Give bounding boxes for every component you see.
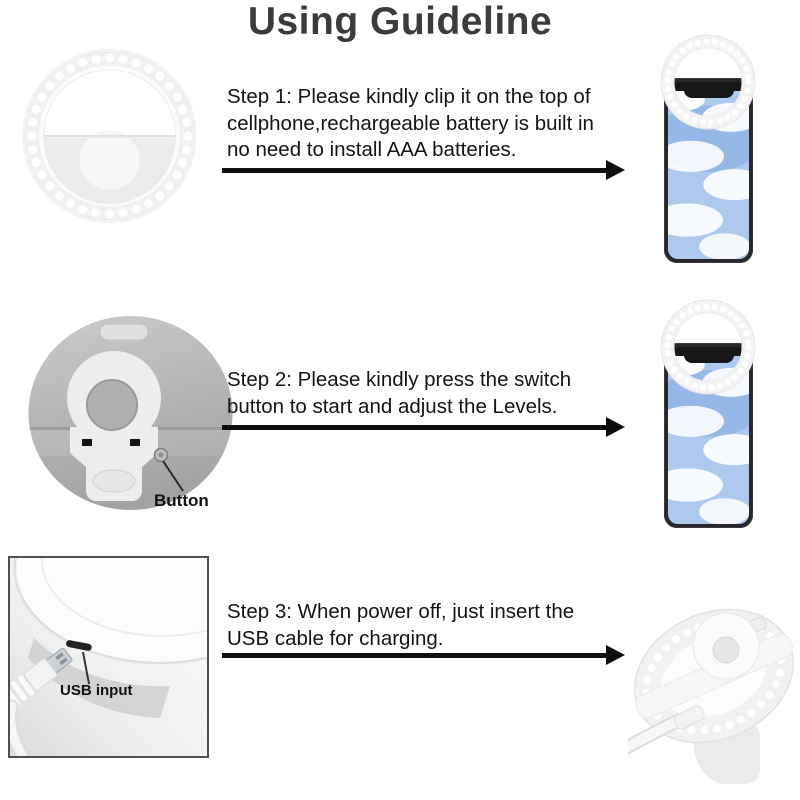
usb-input-callout-label: USB input (60, 682, 133, 699)
phone-with-ring-light-illustration (660, 299, 756, 528)
step-3-line-2: USB cable for charging. (227, 626, 444, 650)
arrow-right-icon (222, 425, 606, 430)
step-1-text (227, 84, 594, 164)
step-1-line-2: cellphone,rechargeable battery is built in (227, 111, 594, 135)
arrow-right-icon (222, 653, 606, 658)
arrow-right-icon (222, 168, 606, 173)
step-2-line-2: button to start and adjust the Levels. (227, 394, 558, 418)
step-2-text (227, 367, 571, 420)
phone-with-ring-light-illustration (660, 34, 756, 263)
step-3-line-1: Step 3: When power off, just insert the (227, 600, 575, 623)
step-1-line-3: no need to install AAA batteries. (227, 138, 517, 161)
step-2-line-1: Step 2: Please kindly press the switch (227, 368, 572, 391)
ring-light-back-icon (28, 315, 233, 511)
ring-light-with-cable-illustration (628, 572, 800, 800)
page-title: Using Guideline (247, 0, 553, 43)
ring-light-front-illustration (22, 48, 197, 226)
clip-hole (713, 637, 739, 663)
ring-light-back-illustration (28, 315, 233, 515)
usb-port-closeup-illustration (8, 556, 209, 758)
step-3-text (227, 599, 574, 652)
ring-light-on-phone-icon (660, 299, 756, 395)
button-callout-label: Button (154, 491, 209, 510)
ring-light-with-cable-icon (628, 572, 800, 800)
step-1-line-1: Step 1: Please kindly clip it on the top of (227, 85, 591, 108)
usb-port-closeup-icon (10, 558, 207, 756)
clip-hole (87, 380, 137, 430)
ring-light-front-icon (22, 48, 197, 226)
ring-light-on-phone-icon (660, 34, 756, 130)
